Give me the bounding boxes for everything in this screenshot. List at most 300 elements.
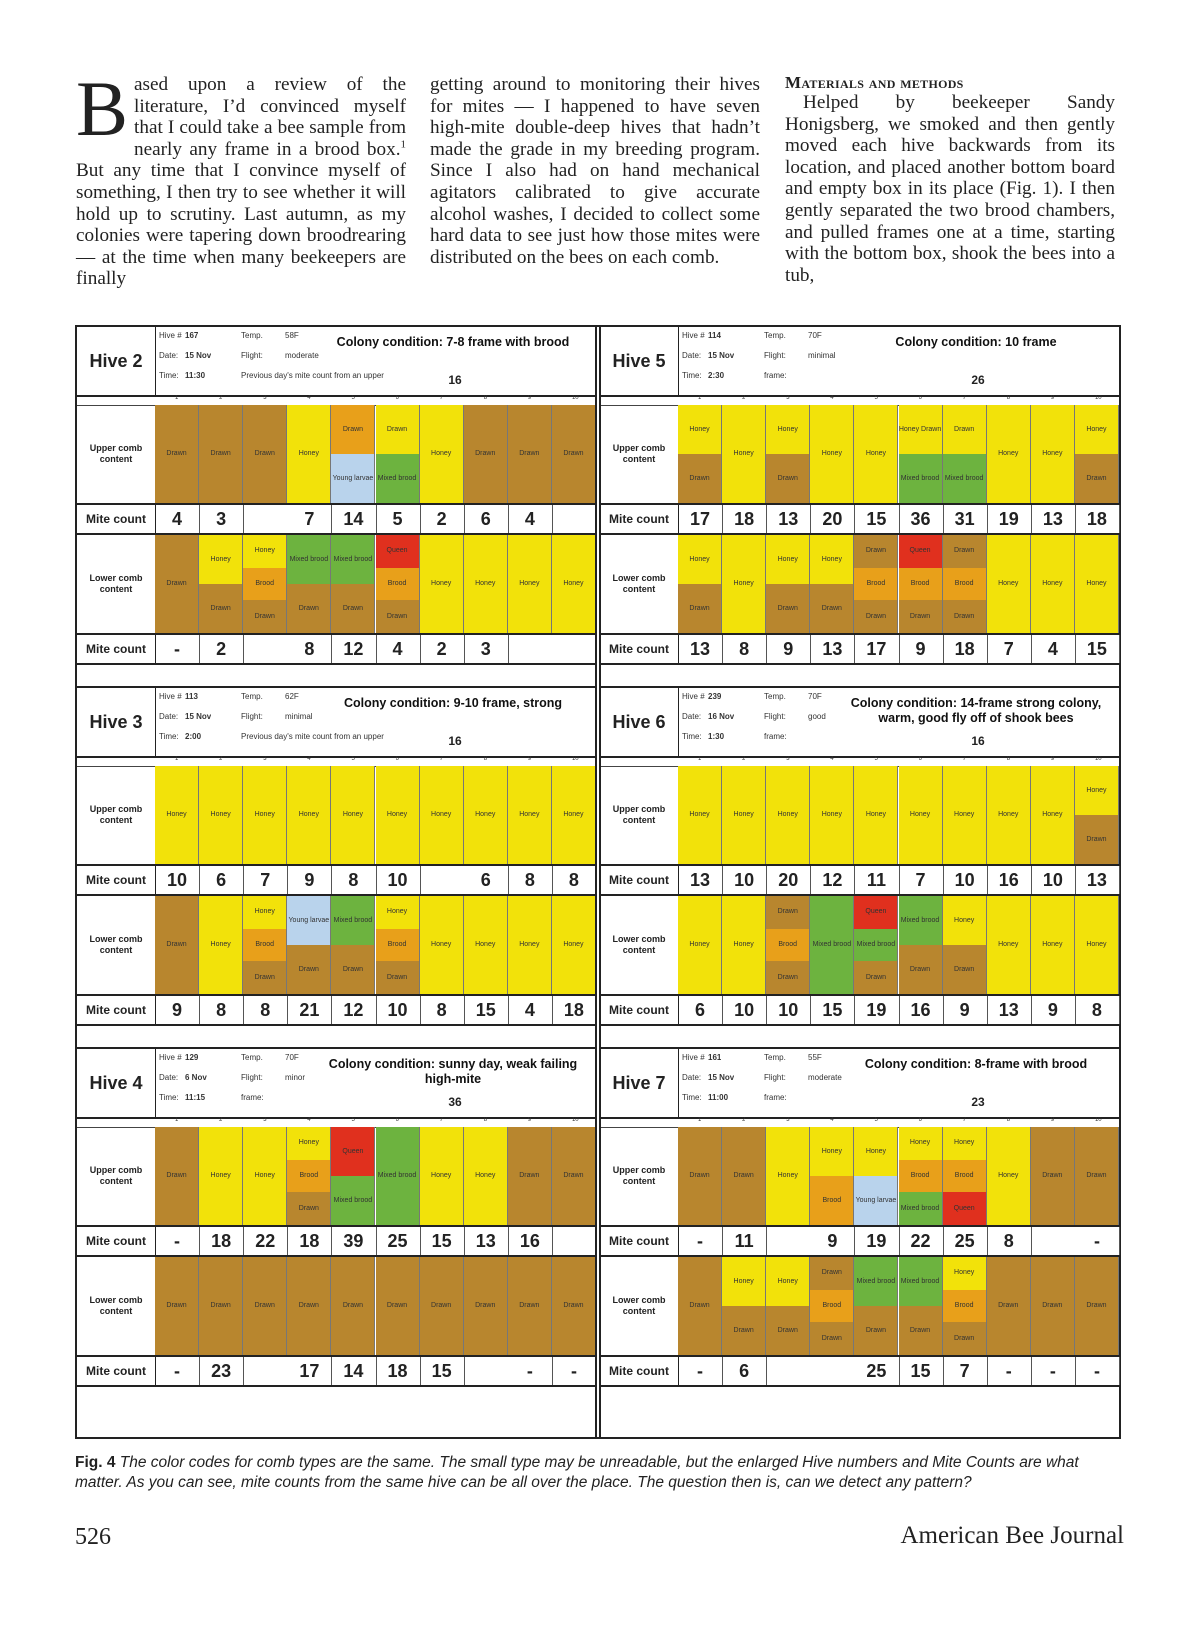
comb-segment: Queen [376, 535, 419, 568]
comb-segment: Honey [722, 896, 765, 994]
lower-comb-frame [722, 535, 766, 633]
mite-count-value: 3 [480, 638, 491, 659]
mite-count-value: 31 [954, 508, 975, 529]
mite-count-value: 13 [778, 508, 799, 529]
comb-segment: Honey [199, 1127, 242, 1225]
previous-mite-count: 26 [971, 373, 985, 387]
mite-count-value: 19 [998, 508, 1019, 529]
comb-segment: Drawn [943, 600, 986, 633]
header-field-label: Flight: [241, 712, 263, 721]
comb-segment: Drawn [678, 584, 721, 633]
upper-comb-frame [331, 405, 375, 503]
header-field-value: 55F [808, 1053, 822, 1062]
mite-count-value: 22 [910, 1230, 931, 1251]
frame-number: 6 [395, 395, 399, 401]
comb-segment: Honey [1075, 535, 1118, 633]
header-field-value: 15 Nov [185, 712, 212, 721]
figure-column-separator [595, 327, 601, 1437]
lower-comb-frame [287, 535, 331, 633]
upper-mite-row [600, 503, 1119, 535]
frame-number: 5 [874, 395, 878, 401]
mite-count-value: 11 [866, 869, 886, 890]
mite-count-figure [75, 325, 1121, 1439]
mite-count-value: 8 [436, 999, 447, 1020]
hive-block [600, 1049, 1119, 1409]
lower-comb-frame [199, 896, 243, 994]
upper-comb-frame [943, 766, 987, 864]
lower-comb-frame [155, 1257, 199, 1355]
mite-count-value: 17 [690, 508, 711, 529]
comb-segment: Drawn [552, 1127, 595, 1225]
mite-count-value: 12 [822, 869, 843, 890]
frame-number: 1 [698, 1117, 702, 1123]
mite-count-value: 6 [695, 999, 706, 1020]
comb-segment: Drawn [678, 454, 721, 503]
header-field-value: 70F [808, 331, 822, 340]
colony-condition: Colony condition: 10 frame [895, 335, 1057, 349]
mite-count-value: 17 [299, 1360, 320, 1381]
lower-comb-label: Lower comb content [77, 535, 156, 633]
colony-condition: Colony condition: 14-frame strong colony, warm, good fly off of shook bees [850, 696, 1102, 725]
header-field-value: 15 Nov [708, 1073, 735, 1082]
comb-segment: Honey [243, 766, 286, 864]
comb-segment: Drawn [899, 600, 942, 633]
journal-name: American Bee Journal [900, 1522, 1124, 1549]
comb-segment: Drawn [508, 405, 551, 503]
mite-count-label: Mite count [600, 635, 679, 663]
comb-segment: Brood [943, 568, 986, 601]
mite-separator [420, 866, 421, 894]
mite-count-value: 15 [822, 999, 843, 1020]
lower-comb-frame [810, 1257, 854, 1355]
header-field-value: 2:00 [185, 732, 202, 741]
mite-count-value: 7 [915, 869, 926, 890]
header-field-value: minimal [808, 351, 836, 360]
mite-count-value: 13 [475, 1230, 496, 1251]
lower-mite-row [600, 1355, 1119, 1387]
comb-segment: Honey [243, 896, 286, 929]
comb-segment: Drawn [331, 1257, 374, 1355]
lower-comb-frame [899, 896, 943, 994]
lower-comb-frame [243, 1257, 287, 1355]
mite-count-value: 7 [260, 869, 271, 890]
comb-segment: Brood [243, 568, 286, 601]
lower-comb-frame [331, 535, 375, 633]
lower-comb-frame [943, 1257, 987, 1355]
comb-segment: Honey [943, 766, 986, 864]
comb-segment: Drawn [331, 584, 374, 633]
comb-segment: Brood [943, 1160, 986, 1193]
comb-segment: Drawn [1031, 1257, 1074, 1355]
mite-count-value: 23 [211, 1360, 232, 1381]
frame-number: 7 [962, 756, 966, 762]
comb-segment: Honey [810, 405, 853, 503]
lower-comb-frame [376, 1257, 420, 1355]
mite-count-value: 6 [480, 508, 491, 529]
comb-segment: Drawn [243, 961, 286, 994]
hive-label: Hive 7 [600, 1049, 679, 1117]
comb-segment: Honey [420, 896, 463, 994]
comb-segment: Honey [766, 766, 809, 864]
column-3-text: Helped by beekeeper Sandy Honigsberg, we smoked and then gently moved each hive backwards from its location, and placed another bottom board and empty box in its place (Fig. 1). I then gently separated the two brood chambers, and pulled frames one at a time, starting with the bottom box, shook the bees into a tub, [785, 92, 1115, 286]
comb-segment: Honey [464, 896, 507, 994]
lower-comb-frame [508, 1257, 552, 1355]
comb-segment: Drawn [1075, 815, 1118, 864]
upper-comb-frame [552, 405, 596, 503]
header-field-label: Time: [159, 1093, 179, 1102]
comb-segment: Young larvae [854, 1176, 897, 1225]
comb-segment: Drawn [1075, 454, 1118, 503]
header-field-value: 62F [285, 692, 299, 701]
comb-segment: Drawn [987, 1257, 1030, 1355]
comb-segment: Mixed brood [854, 929, 897, 962]
comb-segment: Honey [376, 896, 419, 929]
mite-count-value: 6 [480, 869, 491, 890]
comb-segment: Honey [899, 1127, 942, 1160]
lower-comb-frame [420, 896, 464, 994]
mite-count-label: Mite count [600, 866, 679, 894]
mite-count-value: 8 [260, 999, 271, 1020]
header-field-label: Flight: [241, 351, 263, 360]
comb-segment: Drawn [943, 405, 986, 454]
comb-segment: Honey [810, 766, 853, 864]
lower-comb-frame [987, 535, 1031, 633]
lower-comb-frame [1075, 1257, 1119, 1355]
mite-separator [766, 1357, 767, 1385]
lower-comb-frame [987, 1257, 1031, 1355]
comb-segment: Drawn [854, 535, 897, 568]
hive-block [77, 327, 596, 687]
comb-segment: Honey [987, 535, 1030, 633]
header-field-label: Date: [159, 351, 179, 360]
frame-number: 9 [527, 1117, 532, 1123]
comb-segment: Honey [464, 535, 507, 633]
comb-segment: Drawn [199, 1257, 242, 1355]
lower-comb-frame [331, 1257, 375, 1355]
comb-segment: Drawn [376, 405, 419, 454]
comb-segment: Mixed brood [899, 896, 942, 945]
frame-number: 1 [175, 395, 179, 401]
mite-count-value: 10 [1042, 869, 1063, 890]
comb-segment: Honey [766, 1127, 809, 1225]
header-field-value: good [808, 712, 826, 721]
mite-separator [1119, 505, 1120, 533]
header-field-value: 11:15 [185, 1093, 206, 1102]
hive-label: Hive 5 [600, 327, 679, 395]
lower-comb-frame [1031, 1257, 1075, 1355]
frame-number: 4 [830, 1117, 834, 1123]
header-field-label: Hive # [159, 692, 182, 701]
mite-separator [1031, 1227, 1032, 1255]
comb-segment: Brood [376, 929, 419, 962]
comb-segment: Honey [199, 896, 242, 994]
mite-count-value: 8 [739, 638, 750, 659]
header-field-label: Time: [682, 371, 702, 380]
frame-number: 6 [395, 1117, 399, 1123]
frame-number: 1 [175, 1117, 179, 1123]
frame-number: 1 [698, 395, 702, 401]
comb-segment: Honey [552, 535, 595, 633]
lower-comb-frame [722, 1257, 766, 1355]
comb-segment: Honey [854, 405, 897, 503]
lower-comb-frame [943, 896, 987, 994]
header-field-value: 6 Nov [185, 1073, 207, 1082]
frame-number: 3 [786, 395, 790, 401]
lower-comb-frame [1031, 896, 1075, 994]
mite-count-value: 12 [343, 999, 364, 1020]
comb-segment: Young larvae [331, 454, 374, 503]
lower-comb-frame [854, 535, 898, 633]
upper-comb-frame [678, 405, 722, 503]
upper-comb-frame [987, 405, 1031, 503]
header-field-label: Date: [682, 351, 702, 360]
frame-number: 10 [1094, 395, 1102, 401]
header-field-label: Hive # [682, 331, 705, 340]
upper-comb-label: Upper comb content [600, 405, 679, 503]
hive-header [77, 688, 596, 758]
comb-segment: Honey [722, 535, 765, 633]
header-field-label: frame: [764, 371, 787, 380]
mite-count-value: 9 [1047, 999, 1058, 1020]
header-field-label: Hive # [682, 692, 705, 701]
lower-comb-frame [854, 1257, 898, 1355]
header-field-label: Flight: [241, 1073, 263, 1082]
frame-number: 3 [263, 756, 267, 762]
mite-count-value: 18 [299, 1230, 320, 1251]
comb-segment: Honey [987, 896, 1030, 994]
comb-segment: Honey [766, 535, 809, 584]
header-field-value: 70F [808, 692, 822, 701]
upper-comb-label: Upper comb content [77, 405, 156, 503]
comb-segment: Drawn [678, 1127, 721, 1225]
mite-count-label: Mite count [77, 1357, 156, 1385]
lower-comb-frame [1075, 896, 1119, 994]
comb-segment: Drawn [155, 1127, 198, 1225]
upper-comb-frame [722, 405, 766, 503]
upper-comb-frame [508, 405, 552, 503]
header-field-value: 16 Nov [708, 712, 735, 721]
frame-number: 4 [307, 1117, 311, 1123]
comb-segment: Queen [854, 896, 897, 929]
header-field-value: 1:30 [708, 732, 725, 741]
comb-segment: Drawn [899, 945, 942, 994]
header-field-value: moderate [808, 1073, 842, 1082]
column-2-text: getting around to monitoring their hives for mites — I happened to have seven high-mite double-deep hives that hadn’t made the grade in my breeding program. Since I also had on hand mechanical agitators calibrated to give accurate alcohol washes, I decided to collect some hard data to see just how those mites were distributed on the bees on each comb. [430, 74, 760, 268]
comb-segment: Honey [987, 766, 1030, 864]
upper-comb-frame [943, 1127, 987, 1225]
header-field-value: 161 [708, 1053, 722, 1062]
article-column-2 [430, 74, 760, 268]
frame-number: 4 [307, 756, 311, 762]
frame-number: 8 [483, 756, 488, 762]
hive-header [600, 1049, 1119, 1119]
mite-separator [1119, 1357, 1120, 1385]
upper-comb-frame [376, 1127, 420, 1225]
upper-comb-frame [155, 1127, 199, 1225]
mite-count-value: 18 [563, 999, 584, 1020]
comb-segment: Queen [943, 1192, 986, 1225]
comb-segment: Honey [199, 766, 242, 864]
lower-comb-frame [508, 896, 552, 994]
comb-segment: Drawn [722, 1306, 765, 1355]
article-column-1 [76, 65, 406, 290]
mite-count-value: - [570, 1360, 577, 1381]
header-field-value: 58F [285, 331, 299, 340]
column-1-text-cont: But any time that I convince myself of something, I then try to see whether it will hold up to scrutiny. Last autumn, as my colonies were tapering down broodrearing — at the time when many beekeepers are finally [76, 160, 406, 290]
lower-comb-frame [155, 896, 199, 994]
upper-comb-frame [508, 766, 552, 864]
comb-segment: Honey [420, 1127, 463, 1225]
frame-number: 6 [918, 395, 922, 401]
page-number: 526 [75, 1524, 111, 1550]
lower-comb-frame [766, 535, 810, 633]
frame-number: 7 [439, 1117, 443, 1123]
upper-comb-frame [552, 1127, 596, 1225]
mite-count-value: - [174, 638, 181, 659]
comb-segment: Honey [508, 766, 551, 864]
upper-comb-frame [464, 766, 508, 864]
mite-count-value: 15 [866, 508, 887, 529]
comb-segment: Honey [987, 1127, 1030, 1225]
hive-label: Hive 6 [600, 688, 679, 756]
comb-segment: Honey [552, 766, 595, 864]
drop-cap: B [76, 65, 129, 152]
frame-number: 5 [351, 756, 355, 762]
header-field-value: minor [285, 1073, 306, 1082]
upper-comb-frame [420, 766, 464, 864]
comb-segment: Drawn [287, 1257, 330, 1355]
comb-segment: Drawn [287, 1192, 330, 1225]
comb-segment: Mixed brood [287, 535, 330, 584]
header-field-label: Temp. [764, 692, 786, 701]
comb-segment: Drawn [199, 405, 242, 503]
comb-segment: Honey [287, 405, 330, 503]
upper-comb-frame [810, 1127, 854, 1225]
frame-number: 6 [918, 756, 922, 762]
lower-comb-frame [508, 535, 552, 633]
frame-number: 4 [830, 756, 834, 762]
lower-comb-frame [987, 896, 1031, 994]
lower-comb-frame [766, 896, 810, 994]
upper-comb-frame [1075, 1127, 1119, 1225]
lower-comb-frame [943, 535, 987, 633]
mite-count-value: 8 [348, 869, 359, 890]
comb-segment: Brood [243, 929, 286, 962]
mite-count-value: - [1093, 1230, 1100, 1251]
comb-segment: Honey [722, 1257, 765, 1306]
mite-count-value: 14 [343, 1360, 364, 1381]
lower-comb-frame [678, 535, 722, 633]
frame-number: 10 [571, 756, 579, 762]
mite-count-value: 7 [1003, 638, 1014, 659]
mite-count-value: 15 [1086, 638, 1107, 659]
header-field-label: Time: [682, 732, 702, 741]
mite-count-value: 8 [568, 869, 579, 890]
mite-count-value: 36 [910, 508, 931, 529]
mite-count-value: - [174, 1360, 181, 1381]
comb-segment: Mixed brood [854, 1257, 897, 1306]
comb-segment: Drawn [508, 1127, 551, 1225]
figure-number: Fig. 4 [75, 1454, 116, 1471]
upper-comb-label: Upper comb content [77, 766, 156, 864]
upper-comb-frame [331, 1127, 375, 1225]
header-field-label: Time: [159, 732, 179, 741]
frame-number: 7 [439, 756, 443, 762]
frame-number: 3 [786, 1117, 790, 1123]
mite-count-value: - [697, 1230, 704, 1251]
header-field-value: 239 [708, 692, 722, 701]
header-field-label: Temp. [764, 331, 786, 340]
comb-segment: Mixed brood [331, 896, 374, 945]
header-field-value: minimal [285, 712, 313, 721]
upper-comb-frame [199, 766, 243, 864]
comb-segment: Honey [1031, 766, 1074, 864]
upper-mite-row [77, 503, 596, 535]
comb-segment: Honey [1075, 766, 1118, 815]
upper-comb-frame [508, 1127, 552, 1225]
lower-comb-label: Lower comb content [77, 1257, 156, 1355]
mite-count-value: 14 [343, 508, 364, 529]
upper-comb-frame [987, 1127, 1031, 1225]
comb-segment: Drawn [243, 405, 286, 503]
header-field-label: Hive # [159, 1053, 182, 1062]
upper-comb-frame [854, 405, 898, 503]
lower-mite-row [77, 994, 596, 1026]
comb-segment: Drawn [464, 405, 507, 503]
frame-number: 1 [698, 756, 702, 762]
header-field-label: frame: [241, 1093, 264, 1102]
comb-segment: Drawn [376, 961, 419, 994]
comb-segment: Brood [854, 568, 897, 601]
comb-segment: Drawn [943, 535, 986, 568]
comb-segment: Drawn [766, 454, 809, 503]
mite-count-value: 13 [1042, 508, 1063, 529]
upper-comb-frame [766, 405, 810, 503]
mite-count-value: 16 [519, 1230, 540, 1251]
comb-segment: Honey [331, 766, 374, 864]
upper-comb-frame [810, 405, 854, 503]
comb-segment: Drawn [155, 405, 198, 503]
mite-separator [508, 635, 509, 663]
header-field-label: frame: [764, 732, 787, 741]
comb-segment: Honey [287, 766, 330, 864]
article-column-3 [785, 74, 1115, 286]
frame-number: 8 [1006, 756, 1011, 762]
comb-segment: Mixed brood [899, 1257, 942, 1306]
mite-count-label: Mite count [600, 1357, 679, 1385]
upper-comb-label: Upper comb content [600, 766, 679, 864]
upper-comb-frame [1031, 766, 1075, 864]
mite-count-value: 10 [734, 869, 755, 890]
mite-count-value: 9 [915, 638, 926, 659]
upper-comb-frame [331, 766, 375, 864]
lower-comb-frame [810, 896, 854, 994]
frame-number: 2 [742, 1117, 746, 1123]
lower-comb-frame [287, 1257, 331, 1355]
mite-separator [1119, 996, 1120, 1024]
comb-segment: Honey [854, 1127, 897, 1176]
upper-comb-frame [810, 766, 854, 864]
mite-count-value: 18 [1086, 508, 1107, 529]
comb-segment: Drawn [854, 600, 897, 633]
upper-comb-frame [854, 1127, 898, 1225]
lower-comb-frame [552, 535, 596, 633]
mite-count-value: 9 [783, 638, 794, 659]
lower-comb-frame [678, 1257, 722, 1355]
lower-mite-row [77, 633, 596, 665]
comb-segment: Brood [376, 568, 419, 601]
frame-number: 8 [1006, 395, 1011, 401]
